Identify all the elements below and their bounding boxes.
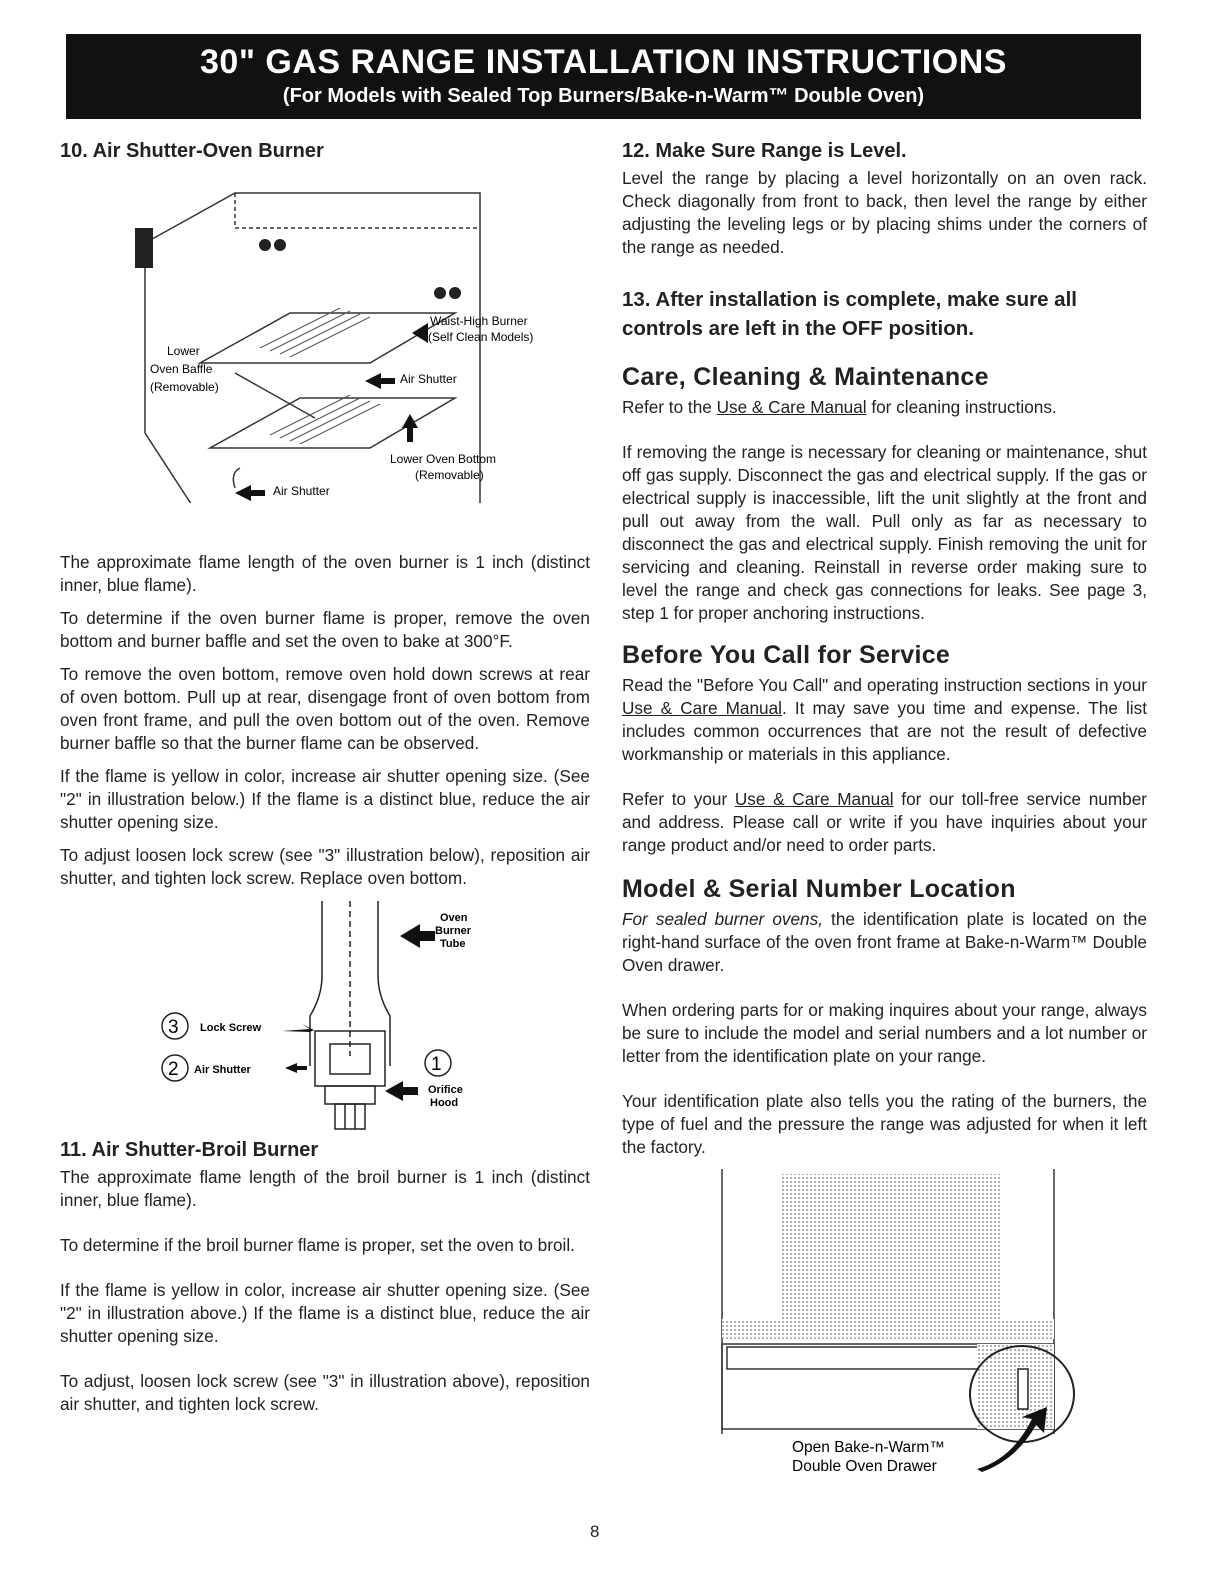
s10-paragraph-1: The approximate flame length of the oven burner is 1 inch (distinct inner, blue flame). — [60, 552, 590, 595]
s11-paragraph-2: To determine if the broil burner flame is proper, set the oven to broil. — [60, 1235, 575, 1255]
right-column — [622, 140, 1147, 1479]
model-heading: Model & Serial Number Location — [622, 875, 1016, 903]
care-text-a: Refer to the — [622, 397, 717, 417]
label-air-shutter-callout: Air Shutter — [194, 1064, 251, 1076]
callout-number-2: 2 — [168, 1059, 179, 1080]
service-paragraph-1 — [622, 674, 1147, 766]
label-waist-high-burner: Waist-High Burner — [430, 314, 528, 328]
label-oven: Oven — [440, 912, 468, 924]
id-plate — [1018, 1369, 1028, 1409]
care-text-b: for cleaning instructions. — [866, 397, 1057, 417]
label-removable-baffle: (Removable) — [150, 380, 219, 394]
callout-number-1: 1 — [431, 1054, 442, 1075]
callout-number-3: 3 — [168, 1017, 179, 1038]
service-text-c: Refer to your — [622, 789, 735, 809]
air-shutter-callout-arrow-icon — [285, 1063, 307, 1073]
label-burner: Burner — [435, 925, 472, 937]
service-heading: Before You Call for Service — [622, 641, 951, 669]
caption-double-oven-drawer: Double Oven Drawer — [792, 1458, 937, 1475]
label-air-shutter-top: Air Shutter — [400, 372, 457, 386]
lock-screw-arrow-icon — [282, 1024, 314, 1036]
oven-burner-illustration — [60, 173, 590, 503]
section-13-heading: 13. After installation is complete, make sure all controls are left in the OFF position. — [622, 288, 1077, 340]
burner-tube-illustration — [60, 896, 590, 1151]
model-paragraph-3: Your identification plate also tells you the rating of the burners, the type of fuel and the pressure the range was adjusted for when it left the factory. — [622, 1091, 1147, 1157]
oven-frame-inner — [235, 193, 480, 228]
page-number: 8 — [590, 1522, 600, 1541]
s11-paragraph-4: To adjust, loosen lock screw (see "3" in illustration above), reposition air shutter, and tighten lock screw. — [60, 1371, 590, 1414]
air-shutter-top-arrow-icon — [365, 373, 395, 389]
left-column — [60, 140, 590, 1426]
s10-paragraph-4: If the flame is yellow in color, increase air shutter opening size. (See "2" in illustration below.) If the flame is a distinct blue, reduce the air shutter opening size. — [60, 766, 590, 832]
care-heading: Care, Cleaning & Maintenance — [622, 363, 989, 391]
s11-paragraph-1: The approximate flame length of the broil burner is 1 inch (distinct inner, blue flame). — [60, 1167, 590, 1210]
label-hood: Hood — [430, 1097, 459, 1109]
s10-paragraph-3: To remove the oven bottom, remove oven hold down screws at rear of oven bottom. Pull up at rear, disengage front of oven bottom from oven front frame, and pull the oven bottom out of the oven. Remove burner baffle so that the burner flame can be observed. — [60, 664, 590, 753]
oven-window — [782, 1174, 1002, 1319]
oven-frame-top — [145, 193, 480, 293]
title-banner — [66, 34, 1141, 119]
label-orifice: Orifice — [428, 1084, 463, 1096]
label-removable-bottom: (Removable) — [415, 468, 484, 482]
label-lock-screw: Lock Screw — [200, 1022, 262, 1034]
s10-paragraph-2: To determine if the oven burner flame is proper, remove the oven bottom and burner baffle and set the oven to bake at 300°F. — [60, 608, 590, 651]
label-tube: Tube — [440, 938, 466, 950]
label-air-shutter-bottom: Air Shutter — [273, 484, 330, 498]
double-oven-drawer-illustration — [622, 1169, 1147, 1479]
model-text-b: the identification plate is located on the right-hand surface of the oven front frame at Bake-n-Warm™ Double Oven drawer. — [622, 909, 1148, 975]
waist-burner-arrow-icon — [412, 323, 428, 343]
model-text-em: For sealed burner ovens, — [622, 909, 823, 929]
lower-burner-plate — [210, 398, 455, 448]
range-side-tab — [135, 228, 153, 268]
use-care-manual-link-2[interactable]: Use & Care Manual — [622, 698, 782, 718]
section-11-heading: 11. Air Shutter-Broil Burner — [60, 1139, 319, 1161]
burner-tube-arrow-icon — [400, 924, 435, 948]
page-title: 30" GAS RANGE INSTALLATION INSTRUCTIONS — [200, 43, 1007, 81]
use-care-manual-link-1[interactable]: Use & Care Manual — [716, 397, 867, 417]
label-lower-oven-bottom: Lower Oven Bottom — [390, 452, 497, 466]
caption-open-bake-n-warm: Open Bake-n-Warm™ — [792, 1439, 945, 1456]
model-paragraph-1 — [622, 908, 1147, 977]
service-paragraph-2 — [622, 788, 1147, 857]
service-text-d: for our toll-free service number and address. Please call or write if you have inquiries about your range product and/or need to order parts. — [622, 789, 1147, 855]
service-text-b: . It may save you time and expense. The list includes common occurrences that are not the result of defective workmanship or materials in this appliance. — [622, 698, 1147, 764]
label-oven-baffle: Oven Baffle — [150, 362, 213, 376]
lower-oven-bottom-arrow-icon — [402, 414, 418, 442]
care-paragraph-1 — [622, 396, 1147, 419]
service-text-a: Read the "Before You Call" and operating instruction sections in your — [622, 675, 1147, 695]
label-lower: Lower — [167, 344, 200, 358]
s10-paragraph-5: To adjust loosen lock screw (see "3" illustration below), reposition air shutter, and tighten lock screw. Replace oven bottom. — [60, 845, 590, 888]
model-paragraph-2: When ordering parts for or making inquires about your range, always be sure to include the model and serial numbers and a lot number or letter from the identification plate on your range. — [622, 1000, 1147, 1066]
section-12-heading: 12. Make Sure Range is Level. — [622, 140, 907, 162]
s11-paragraph-3: If the flame is yellow in color, increase air shutter opening size. (See "2" in illustration above.) If the flame is a distinct blue, reduce the air shutter opening size. — [60, 1280, 590, 1346]
page-subtitle: (For Models with Sealed Top Burners/Bake-n-Warm™ Double Oven) — [282, 85, 925, 107]
burner-tube-right — [378, 901, 390, 1066]
care-paragraph-2: If removing the range is necessary for cleaning or maintenance, shut off gas supply. Disconnect the gas and electrical supply. If the gas or electrical supply is inaccessible, lift the unit slightly at the front and pull out away from the wall. Pull only as far as necessary to disconnect the gas and electrical supply. Finish removing the unit for servicing and cleaning. Reinstall in reverse order making sure to level the range and check gas connections for leaks. See page 3, step 1 for proper anchoring instructions. — [622, 442, 1147, 623]
drawer-handle — [727, 1347, 987, 1369]
s12-paragraph-1: Level the range by placing a level horizontally on an oven rack. Check diagonally from front to back, then level the range by either adjusting the leveling legs or by placing shims under the corners of the range as needed. — [622, 168, 1147, 257]
label-self-clean-models: (Self Clean Models) — [428, 330, 534, 344]
use-care-manual-link-3[interactable]: Use & Care Manual — [734, 789, 894, 809]
orifice-hood-arrow-icon — [385, 1081, 418, 1101]
section-10-heading: 10. Air Shutter-Oven Burner — [60, 140, 324, 162]
air-shutter-bottom-arrow-icon — [235, 485, 265, 501]
burner-tube-left — [310, 901, 322, 1066]
